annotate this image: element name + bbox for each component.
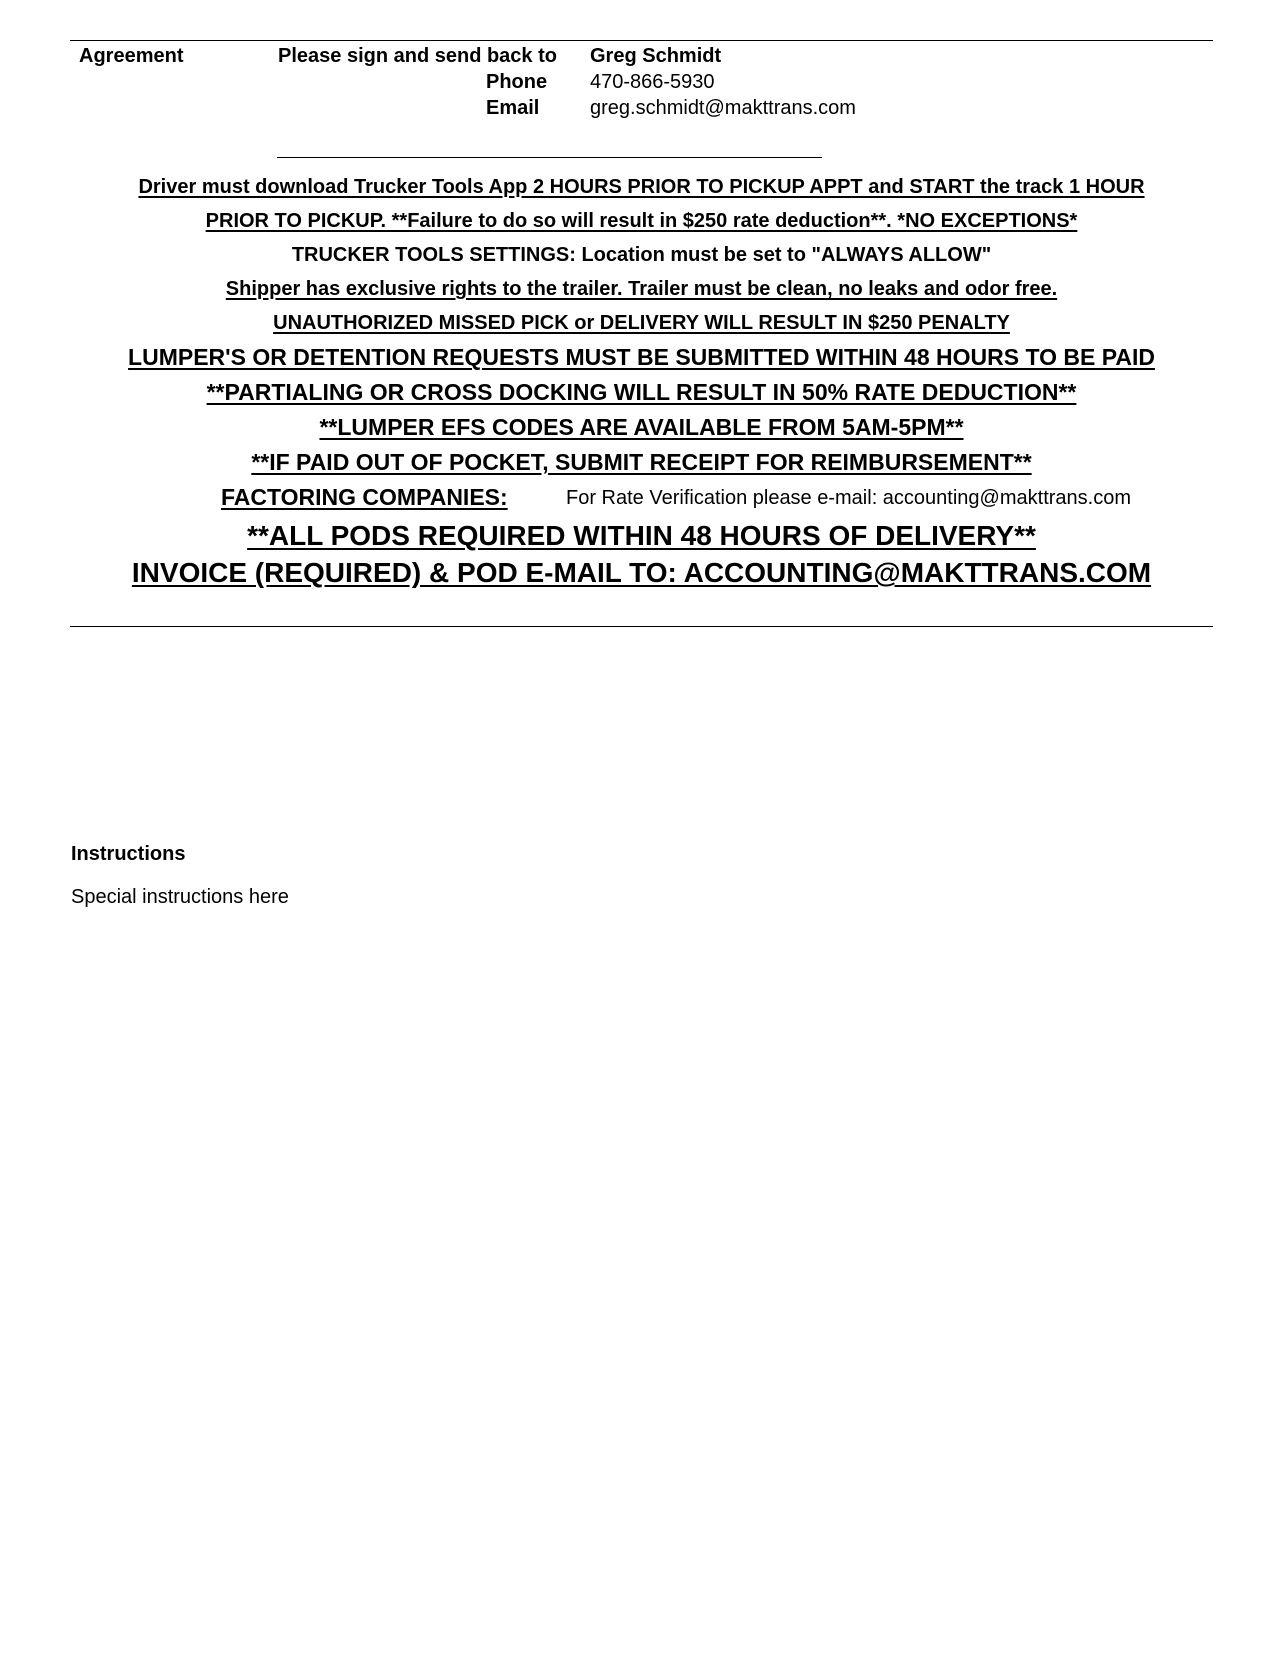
lumper-detention-notice: LUMPER'S OR DETENTION REQUESTS MUST BE SUBMITTED WITHIN 48 HOURS TO BE PAID bbox=[128, 344, 1155, 370]
shipper-rights-notice: Shipper has exclusive rights to the trailer. Trailer must be clean, no leaks and odor free. bbox=[225, 278, 1058, 300]
out-of-pocket-notice: **IF PAID OUT OF POCKET, SUBMIT RECEIPT FOR REIMBURSEMENT** bbox=[251, 449, 1032, 475]
phone-value: 470-866-5930 bbox=[590, 71, 715, 93]
partialing-notice: **PARTIALING OR CROSS DOCKING WILL RESULT IN 50% RATE DEDUCTION** bbox=[206, 379, 1077, 405]
tracker-notice-line2: PRIOR TO PICKUP. **Failure to do so will result in $250 rate deduction**. *NO EXCEPTIONS* bbox=[205, 210, 1078, 232]
bottom-divider bbox=[70, 626, 1213, 627]
missed-pickup-notice: UNAUTHORIZED MISSED PICK or DELIVERY WILL RESULT IN $250 PENALTY bbox=[273, 312, 1010, 334]
send-back-label: Please sign and send back to bbox=[278, 45, 557, 67]
phone-label: Phone bbox=[486, 71, 548, 93]
contact-name: Greg Schmidt bbox=[590, 45, 722, 67]
tracker-settings-notice: TRUCKER TOOLS SETTINGS: Location must be set to "ALWAYS ALLOW" bbox=[291, 244, 992, 266]
top-divider bbox=[70, 40, 1213, 41]
email-label: Email bbox=[486, 97, 540, 119]
factoring-label: FACTORING COMPANIES: bbox=[221, 484, 508, 510]
instructions-text: Special instructions here bbox=[71, 886, 289, 908]
invoice-notice: INVOICE (REQUIRED) & POD E-MAIL TO: ACCOUNTING@MAKTTRANS.COM bbox=[131, 557, 1152, 588]
instructions-heading: Instructions bbox=[71, 843, 186, 865]
pods-notice: **ALL PODS REQUIRED WITHIN 48 HOURS OF DELIVERY** bbox=[247, 520, 1036, 551]
efs-codes-notice: **LUMPER EFS CODES ARE AVAILABLE FROM 5AM-5PM** bbox=[319, 414, 964, 440]
signature-line bbox=[277, 157, 822, 158]
tracker-notice-line1: Driver must download Trucker Tools App 2 HOURS PRIOR TO PICKUP APPT and START the track 1 HOUR bbox=[138, 176, 1145, 198]
email-value: greg.schmidt@makttrans.com bbox=[590, 97, 856, 119]
factoring-verification-text: For Rate Verification please e-mail: accounting@makttrans.com bbox=[566, 487, 1131, 509]
agreement-label: Agreement bbox=[79, 45, 184, 67]
